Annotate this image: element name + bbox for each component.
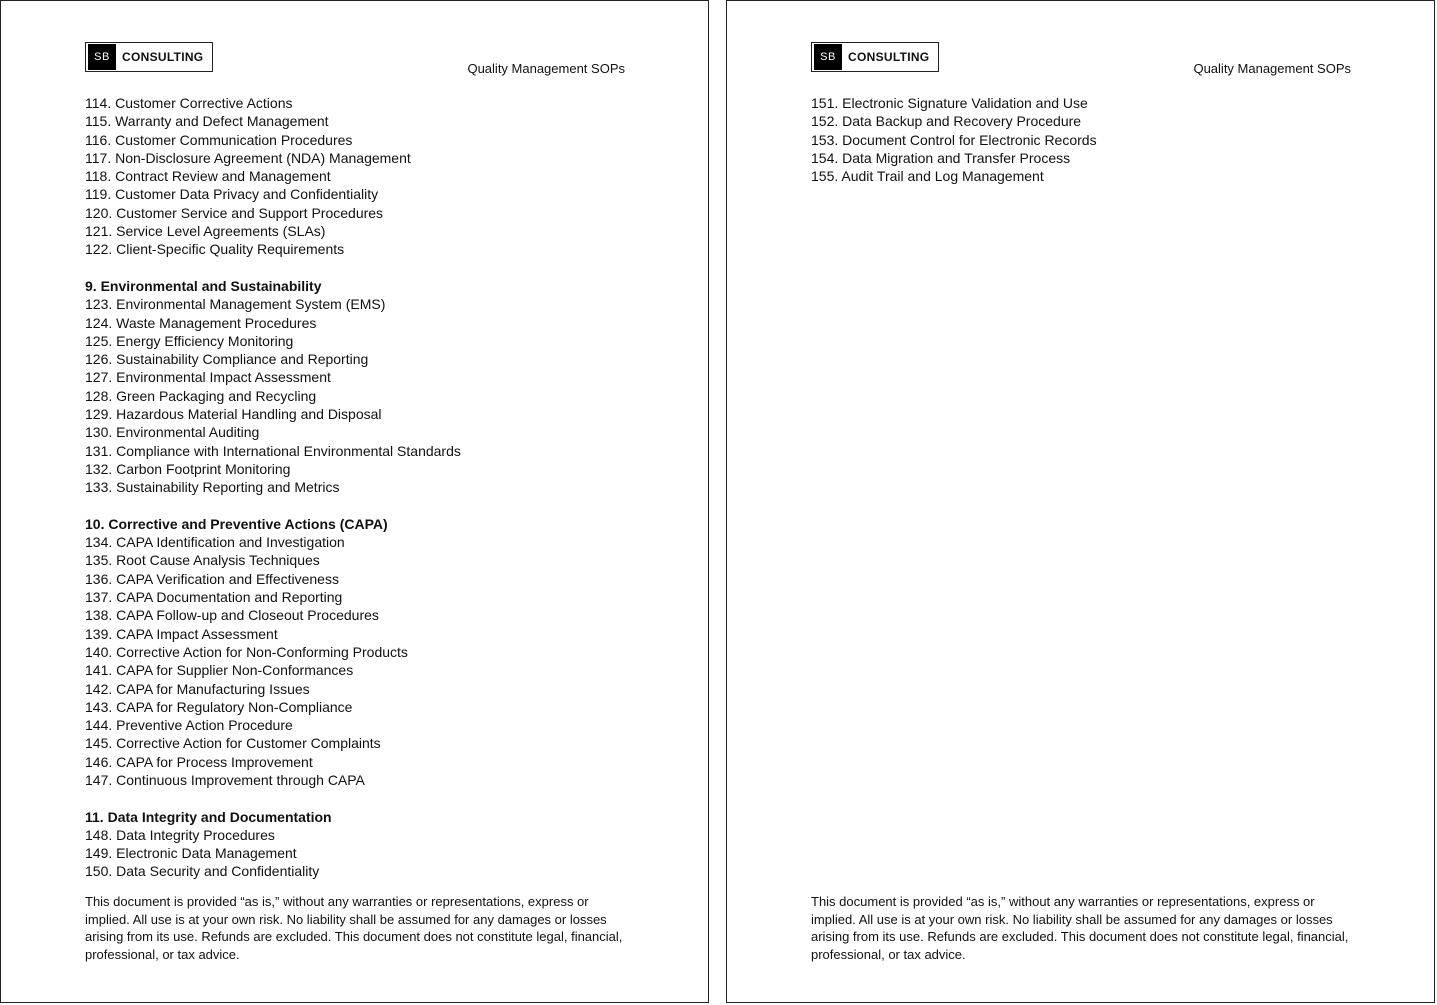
list-item: 133. Sustainability Reporting and Metrics (85, 479, 340, 496)
toc-list (85, 94, 645, 881)
list-item: 136. CAPA Verification and Effectiveness (85, 570, 339, 587)
list-item: 148. Data Integrity Procedures (85, 826, 275, 843)
list-item: 155. Audit Trail and Log Management (811, 168, 1044, 185)
section-heading: 9. Environmental and Sustainability (85, 277, 322, 294)
list-item: 121. Service Level Agreements (SLAs) (85, 223, 326, 240)
toc-list (811, 94, 1371, 185)
list-item: 115. Warranty and Defect Management (85, 113, 329, 130)
list-item: 150. Data Security and Confidentiality (85, 863, 320, 880)
list-item: 152. Data Backup and Recovery Procedure (811, 113, 1082, 130)
list-item: 146. CAPA for Process Improvement (85, 753, 313, 770)
list-item: 124. Waste Management Procedures (85, 314, 317, 331)
list-item: 129. Hazardous Material Handling and Disposal (85, 406, 382, 423)
header-title: Quality Management SOPs (1193, 61, 1351, 76)
list-item: 119. Customer Data Privacy and Confidentiality (85, 186, 379, 203)
list-item: 151. Electronic Signature Validation and Use (811, 95, 1088, 111)
list-item: 125. Energy Efficiency Monitoring (85, 332, 294, 349)
list-item: 132. Carbon Footprint Monitoring (85, 460, 291, 477)
list-item: 138. CAPA Follow-up and Closeout Procedures (85, 607, 379, 624)
header-title: Quality Management SOPs (467, 61, 625, 76)
list-item: 118. Contract Review and Management (85, 168, 331, 185)
logo-wordmark: CONSULTING (122, 50, 204, 64)
document-page-2 (726, 0, 1435, 1003)
logo-wordmark: CONSULTING (848, 50, 930, 64)
list-item: 117. Non-Disclosure Agreement (NDA) Management (85, 149, 411, 166)
list-item: 143. CAPA for Regulatory Non-Compliance (85, 698, 353, 715)
list-item: 130. Environmental Auditing (85, 424, 260, 441)
list-item: 135. Root Cause Analysis Techniques (85, 552, 320, 569)
list-item: 134. CAPA Identification and Investigation (85, 534, 345, 551)
document-page-1 (0, 0, 709, 1003)
list-item: 126. Sustainability Compliance and Reporting (85, 351, 369, 368)
section-heading: 11. Data Integrity and Documentation (85, 808, 332, 825)
list-item: 142. CAPA for Manufacturing Issues (85, 680, 310, 697)
list-item: 139. CAPA Impact Assessment (85, 625, 278, 642)
list-item: 140. Corrective Action for Non-Conforming Products (85, 643, 408, 660)
list-item: 131. Compliance with International Environmental Standards (85, 442, 461, 459)
list-item: 147. Continuous Improvement through CAPA (85, 771, 365, 788)
list-item: 144. Preventive Action Procedure (85, 717, 293, 734)
disclaimer-text: This document is provided “as is,” without any warranties or representations, express or implied. All use is at your own risk. No liability shall be assumed for any damages or losses arising from its use. Refunds are excluded. This document does not constitute legal, financial, professional, or tax advice. (811, 894, 1349, 962)
list-item: 137. CAPA Documentation and Reporting (85, 589, 343, 606)
list-item: 149. Electronic Data Management (85, 845, 297, 862)
disclaimer-text: This document is provided “as is,” without any warranties or representations, express or implied. All use is at your own risk. No liability shall be assumed for any damages or losses arising from its use. Refunds are excluded. This document does not constitute legal, financial, professional, or tax advice. (85, 894, 623, 962)
list-item: 127. Environmental Impact Assessment (85, 369, 331, 386)
list-item: 145. Corrective Action for Customer Complaints (85, 735, 381, 752)
list-item: 120. Customer Service and Support Procedures (85, 204, 384, 221)
list-item: 122. Client-Specific Quality Requirements (85, 241, 345, 258)
list-item: 128. Green Packaging and Recycling (85, 387, 317, 404)
list-item: 153. Document Control for Electronic Records (811, 131, 1097, 148)
logo-mark: SB (88, 44, 116, 70)
list-item: 123. Environmental Management System (EMS) (85, 296, 386, 313)
list-item: 154. Data Migration and Transfer Process (811, 149, 1071, 166)
company-logo (811, 42, 939, 72)
section-heading: 10. Corrective and Preventive Actions (CAPA) (85, 515, 388, 532)
list-item: 116. Customer Communication Procedures (85, 131, 353, 148)
company-logo (85, 42, 213, 72)
logo-mark: SB (814, 44, 842, 70)
list-item: 141. CAPA for Supplier Non-Conformances (85, 662, 354, 679)
list-item: 114. Customer Corrective Actions (85, 95, 293, 111)
